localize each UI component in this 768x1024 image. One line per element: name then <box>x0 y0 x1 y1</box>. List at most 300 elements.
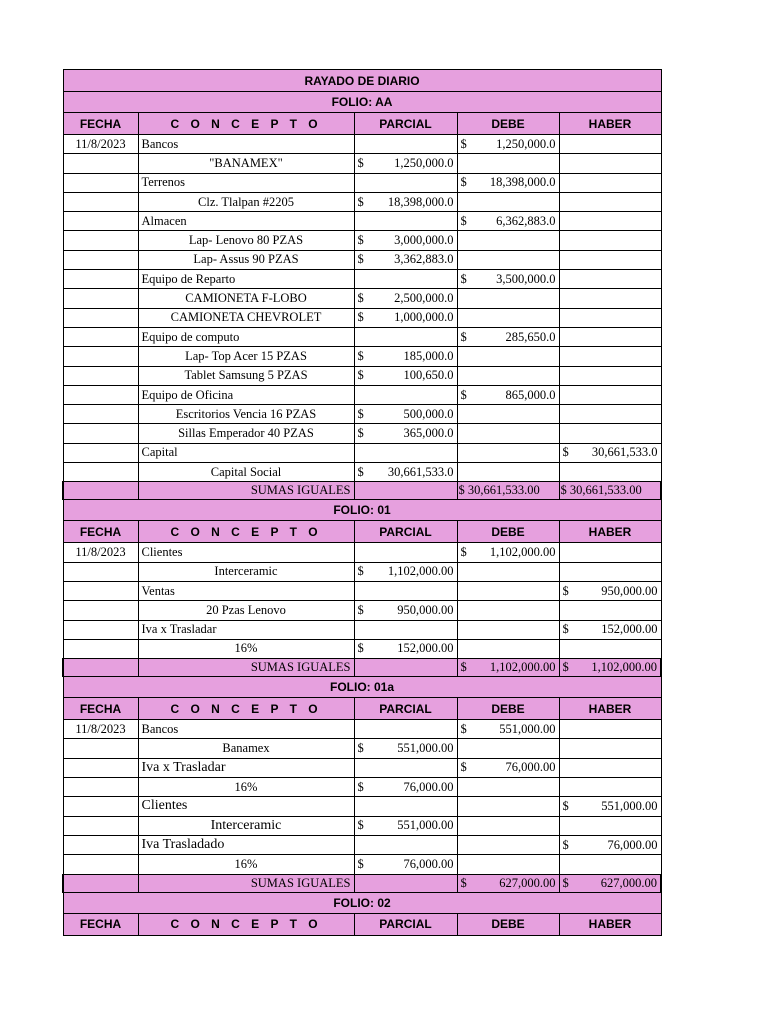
row-parcial <box>354 739 457 758</box>
journal-row <box>63 212 661 231</box>
journal-row <box>63 173 661 192</box>
row-parcial-value: 1,250,000.0 <box>394 155 454 170</box>
row-date <box>63 405 138 424</box>
row-haber <box>559 816 661 835</box>
currency-sign: $ <box>357 464 364 479</box>
sumas-date <box>63 874 138 892</box>
row-parcial-value: 1,102,000.00 <box>387 564 454 579</box>
sumas-debe: $ 30,661,533.00 <box>457 482 559 500</box>
currency-sign: $ <box>562 622 569 637</box>
sumas-label: SUMAS IGUALES <box>138 482 354 500</box>
folio-label: FOLIO: 02 <box>63 892 661 913</box>
folio-row <box>63 892 661 913</box>
row-parcial <box>354 212 457 231</box>
column-header-row <box>63 113 661 135</box>
row-concept: Clientes <box>138 797 354 816</box>
journal-row <box>63 739 661 758</box>
sumas-parcial <box>354 482 457 500</box>
journal-row <box>63 424 661 443</box>
sumas-haber <box>559 874 661 892</box>
currency-sign: $ <box>562 583 569 598</box>
currency-sign: $ <box>460 660 467 675</box>
journal-row <box>63 855 661 874</box>
row-concept: Ventas <box>138 581 354 600</box>
currency-sign: $ <box>357 252 364 267</box>
row-debe <box>457 308 559 327</box>
sumas-parcial <box>354 659 457 677</box>
row-date <box>63 327 138 346</box>
currency-sign: $ <box>460 175 467 190</box>
row-debe <box>457 835 559 854</box>
row-debe-value: 1,250,000.0 <box>496 136 556 151</box>
row-parcial <box>354 154 457 173</box>
row-parcial-value: 76,000.00 <box>403 856 454 871</box>
row-concept: Iva x Trasladar <box>138 620 354 639</box>
journal-row <box>63 192 661 211</box>
currency-sign: $ <box>357 348 364 363</box>
header-debe: DEBE <box>457 113 559 135</box>
currency-sign: $ <box>562 837 569 852</box>
row-concept: Bancos <box>138 720 354 739</box>
column-header-row <box>63 913 661 935</box>
currency-sign: $ <box>357 426 364 441</box>
row-haber <box>559 463 661 482</box>
row-haber <box>559 212 661 231</box>
sumas-haber-value: 627,000.00 <box>600 875 658 890</box>
row-parcial <box>354 366 457 385</box>
row-parcial <box>354 405 457 424</box>
journal-row <box>63 270 661 289</box>
row-haber <box>559 289 661 308</box>
row-parcial <box>354 816 457 835</box>
row-parcial <box>354 443 457 462</box>
row-date <box>63 308 138 327</box>
journal-row <box>63 601 661 620</box>
row-haber <box>559 308 661 327</box>
currency-sign: $ <box>357 564 364 579</box>
journal-row <box>63 581 661 600</box>
row-parcial-value: 76,000.00 <box>403 779 454 794</box>
journal-row <box>63 231 661 250</box>
row-haber <box>559 231 661 250</box>
journal-row <box>63 778 661 797</box>
row-concept: Capital <box>138 443 354 462</box>
column-header-row <box>63 698 661 720</box>
journal-row <box>63 835 661 854</box>
sumas-debe <box>457 659 559 677</box>
row-haber-value: 152,000.00 <box>601 622 658 637</box>
row-debe <box>457 347 559 366</box>
sumas-label: SUMAS IGUALES <box>138 874 354 892</box>
row-haber-value: 950,000.00 <box>601 583 658 598</box>
row-haber <box>559 173 661 192</box>
row-concept: Almacen <box>138 212 354 231</box>
header-haber: HABER <box>559 913 661 935</box>
currency-sign: $ <box>357 856 364 871</box>
row-parcial-value: 1,000,000.0 <box>394 310 454 325</box>
sumas-date <box>63 482 138 500</box>
row-date: 11/8/2023 <box>63 135 138 154</box>
row-debe <box>457 135 559 154</box>
row-haber-value: 30,661,533.0 <box>591 445 658 460</box>
row-debe <box>457 581 559 600</box>
row-debe <box>457 620 559 639</box>
row-debe <box>457 443 559 462</box>
row-parcial <box>354 543 457 562</box>
row-parcial-value: 30,661,533.0 <box>387 464 454 479</box>
folio-label: FOLIO: AA <box>63 92 661 113</box>
sumas-row <box>63 874 661 892</box>
row-haber <box>559 720 661 739</box>
row-parcial <box>354 463 457 482</box>
row-debe <box>457 173 559 192</box>
row-debe <box>457 797 559 816</box>
row-haber <box>559 543 661 562</box>
journal-row <box>63 816 661 835</box>
journal-title: RAYADO DE DIARIO <box>63 70 661 92</box>
row-concept: 16% <box>138 778 354 797</box>
row-debe <box>457 855 559 874</box>
row-debe-value: 551,000.00 <box>499 721 556 736</box>
row-concept: Terrenos <box>138 173 354 192</box>
row-haber <box>559 797 661 816</box>
row-parcial-value: 3,362,883.0 <box>394 252 454 267</box>
currency-sign: $ <box>460 136 467 151</box>
row-debe <box>457 366 559 385</box>
row-date <box>63 154 138 173</box>
journal-row <box>63 797 661 816</box>
row-parcial <box>354 835 457 854</box>
row-date: 11/8/2023 <box>63 720 138 739</box>
row-concept: 16% <box>138 855 354 874</box>
currency-sign: $ <box>357 741 364 756</box>
row-concept: Lap- Assus 90 PZAS <box>138 250 354 269</box>
row-parcial <box>354 639 457 658</box>
journal-row <box>63 562 661 581</box>
row-haber <box>559 135 661 154</box>
row-parcial <box>354 581 457 600</box>
row-debe <box>457 385 559 404</box>
row-concept: Equipo de computo <box>138 327 354 346</box>
row-concept: Lap- Top Acer 15 PZAS <box>138 347 354 366</box>
row-concept: Interceramic <box>138 816 354 835</box>
row-date <box>63 173 138 192</box>
row-haber <box>559 739 661 758</box>
row-debe <box>457 250 559 269</box>
row-debe-value: 6,362,883.0 <box>496 213 556 228</box>
currency-sign: $ <box>357 155 364 170</box>
row-parcial <box>354 855 457 874</box>
row-haber <box>559 758 661 777</box>
row-date <box>63 231 138 250</box>
journal-row <box>63 639 661 658</box>
journal-row <box>63 289 661 308</box>
header-concepto: C O N C E P T O <box>138 113 354 135</box>
currency-sign: $ <box>357 779 364 794</box>
row-haber-value: 76,000.00 <box>607 837 658 852</box>
row-haber <box>559 424 661 443</box>
row-date <box>63 816 138 835</box>
sumas-date <box>63 659 138 677</box>
row-date <box>63 463 138 482</box>
row-concept: Sillas Emperador 40 PZAS <box>138 424 354 443</box>
journal-row <box>63 347 661 366</box>
row-debe <box>457 212 559 231</box>
row-debe <box>457 231 559 250</box>
row-debe <box>457 639 559 658</box>
currency-sign: $ <box>357 310 364 325</box>
row-concept: Iva x Trasladar <box>138 758 354 777</box>
row-debe <box>457 739 559 758</box>
header-fecha: FECHA <box>63 698 138 720</box>
currency-sign: $ <box>357 406 364 421</box>
row-date <box>63 443 138 462</box>
row-parcial-value: 152,000.00 <box>397 641 454 656</box>
currency-sign: $ <box>562 798 569 813</box>
folio-label: FOLIO: 01 <box>63 500 661 521</box>
row-haber <box>559 835 661 854</box>
row-parcial-value: 185,000.0 <box>403 348 454 363</box>
row-debe <box>457 463 559 482</box>
folio-label: FOLIO: 01a <box>63 677 661 698</box>
folio-row <box>63 677 661 698</box>
row-concept: CAMIONETA CHEVROLET <box>138 308 354 327</box>
row-parcial <box>354 135 457 154</box>
row-parcial <box>354 778 457 797</box>
currency-sign: $ <box>460 329 467 344</box>
row-debe-value: 76,000.00 <box>505 760 556 775</box>
folio-row <box>63 92 661 113</box>
currency-sign: $ <box>357 291 364 306</box>
row-concept: Bancos <box>138 135 354 154</box>
journal-row <box>63 366 661 385</box>
row-haber <box>559 347 661 366</box>
row-parcial-value: 365,000.0 <box>403 426 454 441</box>
row-date <box>63 739 138 758</box>
row-debe <box>457 270 559 289</box>
journal-row <box>63 720 661 739</box>
row-parcial-value: 100,650.0 <box>403 368 454 383</box>
row-debe <box>457 327 559 346</box>
row-date <box>63 620 138 639</box>
row-haber <box>559 601 661 620</box>
row-parcial <box>354 231 457 250</box>
row-date <box>63 347 138 366</box>
currency-sign: $ <box>460 760 467 775</box>
row-debe <box>457 405 559 424</box>
currency-sign: $ <box>357 818 364 833</box>
sumas-debe-value: 627,000.00 <box>499 875 556 890</box>
row-haber <box>559 855 661 874</box>
row-parcial <box>354 327 457 346</box>
row-concept: Escritorios Vencia 16 PZAS <box>138 405 354 424</box>
row-haber <box>559 192 661 211</box>
row-date <box>63 758 138 777</box>
row-parcial <box>354 620 457 639</box>
row-haber <box>559 581 661 600</box>
row-parcial <box>354 601 457 620</box>
journal-row <box>63 543 661 562</box>
header-concepto: C O N C E P T O <box>138 698 354 720</box>
row-parcial <box>354 424 457 443</box>
row-date <box>63 778 138 797</box>
row-date <box>63 797 138 816</box>
row-parcial-value: 500,000.0 <box>403 406 454 421</box>
sumas-haber: $ 30,661,533.00 <box>559 482 661 500</box>
row-concept: Lap- Lenovo 80 PZAS <box>138 231 354 250</box>
header-haber: HABER <box>559 521 661 543</box>
currency-sign: $ <box>562 660 569 675</box>
row-date <box>63 835 138 854</box>
row-debe-value: 285,650.0 <box>505 329 556 344</box>
row-concept: Clientes <box>138 543 354 562</box>
row-parcial <box>354 250 457 269</box>
row-parcial-value: 551,000.00 <box>397 818 454 833</box>
journal-row <box>63 443 661 462</box>
row-date <box>63 366 138 385</box>
row-debe <box>457 778 559 797</box>
row-concept: CAMIONETA F-LOBO <box>138 289 354 308</box>
row-haber <box>559 639 661 658</box>
sumas-parcial <box>354 874 457 892</box>
journal-row <box>63 463 661 482</box>
header-fecha: FECHA <box>63 113 138 135</box>
row-haber <box>559 405 661 424</box>
row-haber <box>559 778 661 797</box>
row-date <box>63 212 138 231</box>
row-parcial <box>354 758 457 777</box>
journal-row <box>63 758 661 777</box>
row-debe <box>457 192 559 211</box>
currency-sign: $ <box>460 213 467 228</box>
journal-row <box>63 250 661 269</box>
sumas-haber-value: 1,102,000.00 <box>591 660 658 675</box>
row-debe-value: 865,000.0 <box>505 387 556 402</box>
currency-sign: $ <box>460 721 467 736</box>
row-debe <box>457 154 559 173</box>
row-debe <box>457 562 559 581</box>
header-fecha: FECHA <box>63 521 138 543</box>
sumas-haber <box>559 659 661 677</box>
row-parcial-value: 18,398,000.0 <box>387 194 454 209</box>
currency-sign: $ <box>562 445 569 460</box>
row-date <box>63 562 138 581</box>
journal-table <box>62 69 662 936</box>
column-header-row <box>63 521 661 543</box>
row-parcial <box>354 270 457 289</box>
row-date <box>63 250 138 269</box>
row-parcial <box>354 192 457 211</box>
row-haber <box>559 250 661 269</box>
row-concept: Tablet Samsung 5 PZAS <box>138 366 354 385</box>
currency-sign: $ <box>357 194 364 209</box>
row-date <box>63 192 138 211</box>
journal-row <box>63 308 661 327</box>
header-parcial: PARCIAL <box>354 913 457 935</box>
row-debe-value: 18,398,000.0 <box>489 175 556 190</box>
row-parcial-value: 2,500,000.0 <box>394 291 454 306</box>
row-date: 11/8/2023 <box>63 543 138 562</box>
header-concepto: C O N C E P T O <box>138 521 354 543</box>
row-parcial <box>354 308 457 327</box>
row-parcial <box>354 720 457 739</box>
header-debe: DEBE <box>457 913 559 935</box>
row-concept: Equipo de Oficina <box>138 385 354 404</box>
row-date <box>63 601 138 620</box>
row-date <box>63 639 138 658</box>
row-debe <box>457 289 559 308</box>
sumas-row <box>63 482 661 500</box>
row-concept: Clz. Tlalpan #2205 <box>138 192 354 211</box>
row-date <box>63 385 138 404</box>
row-concept: Interceramic <box>138 562 354 581</box>
sumas-row <box>63 659 661 677</box>
row-debe-value: 3,500,000.0 <box>496 271 556 286</box>
currency-sign: $ <box>357 641 364 656</box>
row-concept: "BANAMEX" <box>138 154 354 173</box>
currency-sign: $ <box>460 875 467 890</box>
row-parcial-value: 551,000.00 <box>397 741 454 756</box>
journal-row <box>63 135 661 154</box>
sumas-label: SUMAS IGUALES <box>138 659 354 677</box>
row-parcial <box>354 385 457 404</box>
header-parcial: PARCIAL <box>354 521 457 543</box>
row-date <box>63 581 138 600</box>
row-haber <box>559 385 661 404</box>
row-concept: Capital Social <box>138 463 354 482</box>
row-concept: Banamex <box>138 739 354 758</box>
header-parcial: PARCIAL <box>354 698 457 720</box>
header-debe: DEBE <box>457 698 559 720</box>
row-haber <box>559 620 661 639</box>
row-parcial <box>354 562 457 581</box>
row-parcial <box>354 173 457 192</box>
row-debe <box>457 543 559 562</box>
row-haber <box>559 327 661 346</box>
row-parcial <box>354 289 457 308</box>
currency-sign: $ <box>460 271 467 286</box>
currency-sign: $ <box>357 602 364 617</box>
row-parcial-value: 3,000,000.0 <box>394 233 454 248</box>
currency-sign: $ <box>460 387 467 402</box>
row-concept: Equipo de Reparto <box>138 270 354 289</box>
header-debe: DEBE <box>457 521 559 543</box>
header-fecha: FECHA <box>63 913 138 935</box>
header-haber: HABER <box>559 113 661 135</box>
currency-sign: $ <box>562 875 569 890</box>
row-debe <box>457 601 559 620</box>
row-haber <box>559 154 661 173</box>
header-haber: HABER <box>559 698 661 720</box>
row-parcial <box>354 347 457 366</box>
header-parcial: PARCIAL <box>354 113 457 135</box>
currency-sign: $ <box>357 368 364 383</box>
journal-row <box>63 327 661 346</box>
journal-row <box>63 620 661 639</box>
row-date <box>63 424 138 443</box>
row-debe <box>457 720 559 739</box>
currency-sign: $ <box>460 544 467 559</box>
currency-sign: $ <box>357 233 364 248</box>
row-date <box>63 289 138 308</box>
row-haber <box>559 270 661 289</box>
row-haber <box>559 366 661 385</box>
row-date <box>63 270 138 289</box>
folio-row <box>63 500 661 521</box>
row-concept: 20 Pzas Lenovo <box>138 601 354 620</box>
row-debe-value: 1,102,000.00 <box>489 544 556 559</box>
journal-row <box>63 385 661 404</box>
